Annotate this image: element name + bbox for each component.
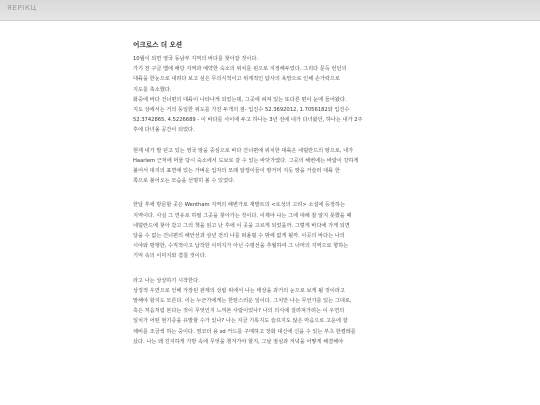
text-line: 샀다. 나는 왜 진지하게 가방 속에 무엇을 챙겨가야 할지, 그날 점심과 저녁을 어떻게 해결해야: [133, 338, 344, 345]
text-line: 지역이다. 사실 그 연유로 하필 그곳을 찾아가는 것이다. 이제야 나는 그에 대해 잘 알지 못했을 때: [133, 212, 352, 219]
document-title: 어크로스 더 오션: [133, 41, 183, 49]
paragraph-2: [133, 146, 433, 187]
site-logo[interactable]: ЯЕРІКЦ: [7, 4, 37, 12]
text-line: 가기 전 구글 맵에 해당 지역과 예약한 숙소의 위치를 핀으로 지정해두었다. 그리다 문득 런던의: [133, 66, 347, 73]
text-line: 지도 상에서는 거의 동일한 위도를 가진 두개의 점- 입진수 52.3692012, 1.7056182와 입진수: [133, 107, 350, 114]
text-line: 화중에 바다 건너편의 대륙이 나타나게 되었는데, 그곳에 펴져 있는 또다른 편이 눈에 들어왔다.: [133, 96, 347, 103]
text-line: 혹은 처음처럼 본다는 것이 무엇인지 느껴본 사람이었나? 나의 의식에 걸려져가려는 이 우연의: [133, 308, 345, 315]
text-line: 상징적 우연으로 인해 가장된 관계의 성립 위에서 나는 태상을 과거의 눈으로 보게 될 것이라고: [133, 287, 345, 294]
text-line: 달을 수 없는 건너편의 해안선과 삼년 전의 나를 떠올릴 수 밖에 없게 될까. 이곳의 바다는 나의: [133, 233, 345, 240]
text-line: 기억 속의 이미지와 겹칠 것이다.: [133, 253, 207, 260]
text-line: 네덜란드에 찾아 갔고 그의 책을 읽고 난 후에 이 곳을 고르게 되었을까. 그렇게 바다에 가게 되면: [133, 222, 350, 229]
text-line: 52.3742865, 4.5226689 - 이 바다를 사이에 두고 하나는 3년 전에 내가 다녀왔던, 하나는 내가 2주: [133, 117, 363, 124]
text-line: 말해야 할지도 모른다. 이는 누군가에게는 한탄스러운 일이다. 그치만 나는 무언가를 있는 그대로,: [133, 298, 352, 305]
paragraph-1: [133, 54, 433, 136]
text-line: 후에 다녀올 공간이 되었다.: [133, 127, 195, 134]
paragraph-3: [133, 200, 433, 261]
text-line: 불어서 대지의 표면에 있는 가벼운 입자의 모래 알갱이들이 땅거미 지듯 땅을 거슬러 대륙 한: [133, 168, 340, 175]
text-line: 일치가 어떤 현기증을 유발할 수가 있나? 나는 지금 기록지도 슬프지도 않은 마음으로 고운에 잘: [133, 318, 348, 325]
text-line: 현재 내가 발 딛고 있는 영국 땅을 중심으로 바다 건너편에 위치한 대륙은 네덜란드의 땅으로, 내가: [133, 147, 354, 154]
document-body: [133, 41, 433, 347]
text-line: 라고 나는 상상하기 시작한다.: [133, 277, 200, 284]
text-line: 시야와 평행한, 수직적이고 납작한 이미지가 아닌 수평선을 추월하여 그 너머의 지역으로 향하는: [133, 243, 349, 250]
text-line: 쪽으로 불어오는 모습을 선명히 볼 수 있었다.: [133, 178, 235, 185]
text-line: 채비를 조금씩 하는 중이다. 영코더 용 sd 카드를 구매하고 장화 대신에 신을 수 있는 부츠 한켤레를: [133, 328, 356, 335]
text-line: Haarlem 근처에 머물 당시 숙소에서 도보로 갈 수 있는 바닷가였다. 그곳의 해변에는 바람이 강하게: [133, 157, 359, 164]
paragraph-4: [133, 276, 433, 347]
text-line: 대륙을 한눈으로 내려다 보고 싶은 무의식적이고 위계적인 탐사의 욕망으로 인해 손가락으로: [133, 76, 340, 83]
text-line: 10월이 되면 영국 동남부 지역의 바다를 찾아갈 것이다.: [133, 56, 259, 62]
text-line: 지도를 축소했다.: [133, 86, 172, 93]
text-line: 한달 후에 방문할 곳은 Wentham 지역의 해변가로 재발트의 <토성의 고리> 소설에 등장하는: [133, 202, 346, 209]
top-bar: [0, 0, 540, 21]
